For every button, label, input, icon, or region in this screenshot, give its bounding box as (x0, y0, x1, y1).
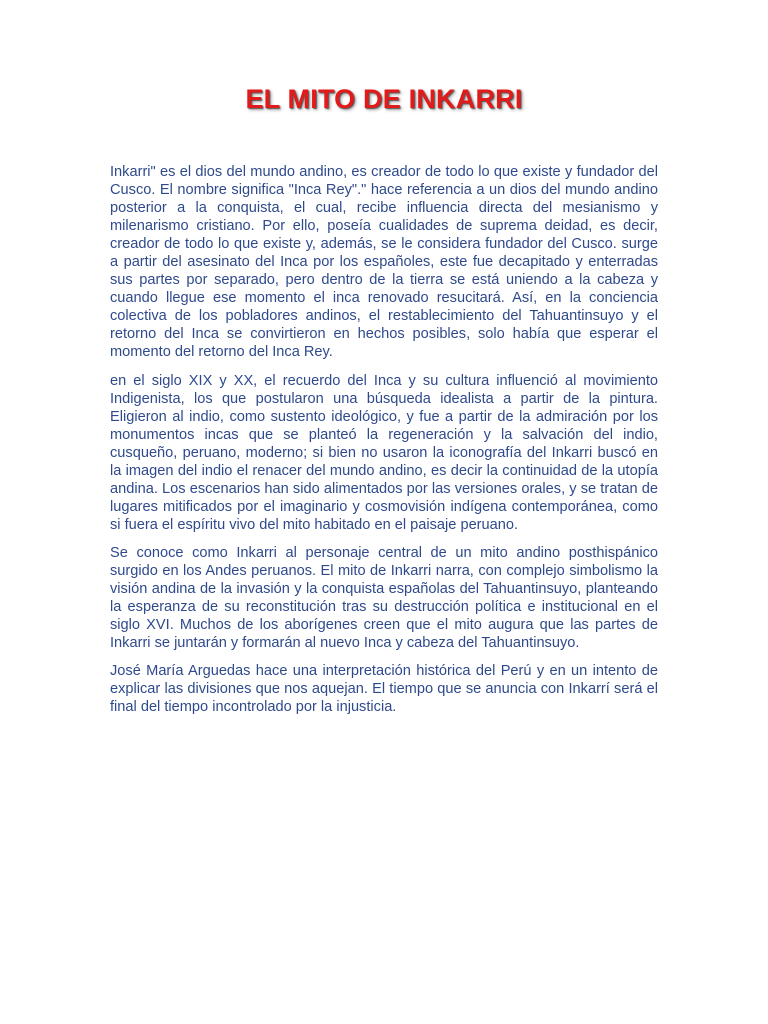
paragraph-2: en el siglo XIX y XX, el recuerdo del Inca y su cultura influenció al movimiento Indigenista, los que postularon una búsqueda idealista a partir de la pintura. Eligieron al indio, como sustento ideológico, y fue a partir de la admiración por los monumentos incas que se planteó la regeneración y la salvación del indio, cusqueño, peruano, moderno; si bien no usaron la iconografía del Inkarri buscó en la imagen del indio el renacer del mundo andino, es decir la continuidad de la utopía andina. Los escenarios han sido alimentados por las versiones orales, y se tratan de lugares mitificados por el imaginario y cosmovisión indígena contemporánea, como si fuera el espíritu vivo del mito habitado en el paisaje peruano. (110, 372, 658, 533)
paragraph-4: José María Arguedas hace una interpretación histórica del Perú y en un intento de explicar las divisiones que nos aquejan. El tiempo que se anuncia con Inkarrí será el final del tiempo incontrolado por la injusticia. (110, 663, 658, 716)
paragraph-3: Se conoce como Inkarri al personaje central de un mito andino posthispánico surgido en los Andes peruanos. El mito de Inkarri narra, con complejo simbolismo la visión andina de la invasión y la conquista españolas del Tahuantinsuyo, planteando la esperanza de su reconstitución tras su destrucción política e institucional en el siglo XVI. Muchos de los aborígenes creen que el mito augura que las partes de Inkarri se juntarán y formarán al nuevo Inca y cabeza del Tahuantinsuyo. (110, 544, 658, 652)
paragraph-1: Inkarri" es el dios del mundo andino, es creador de todo lo que existe y fundador del Cusco. El nombre significa "Inca Rey"." hace referencia a un dios del mundo andino posterior a la conquista, el cual, recibe influencia directa del mesianismo y milenarismo cristiano. Por ello, poseía cualidades de suprema deidad, es decir, creador de todo lo que existe y, además, se le considera fundador del Cusco. surge a partir del asesinato del Inca por los españoles, este fue decapitado y enterradas sus partes por separado, pero dentro de la tierra se está uniendo a la cabeza y cuando llegue ese momento el inca renovado resucitará. Así, en la conciencia colectiva de los pobladores andinos, el restablecimiento del Tahuantinsuyo y el retorno del Inca se convirtieron en hechos posibles, solo había que esperar el momento del retorno del Inca Rey. (110, 164, 658, 361)
document-body (110, 163, 658, 726)
document-title: EL MITO DE INKARRI (245, 84, 523, 114)
